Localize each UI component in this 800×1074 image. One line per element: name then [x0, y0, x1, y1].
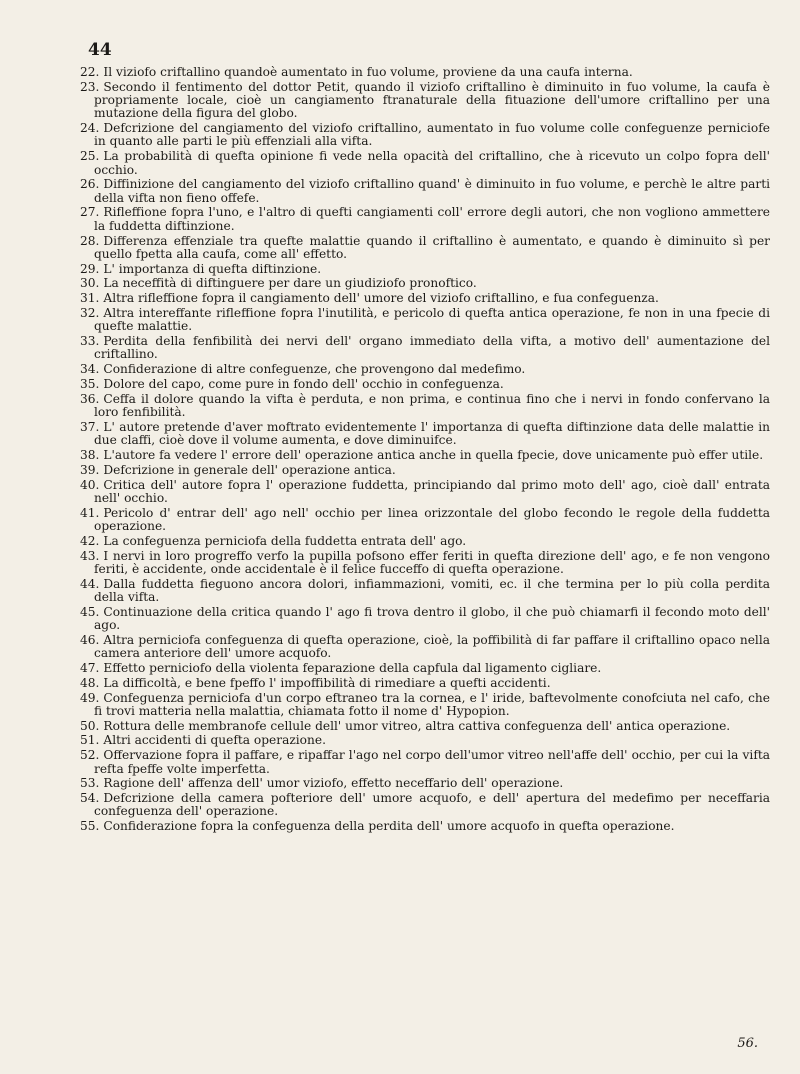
summary-entry [80, 378, 770, 391]
catchword: 56. [737, 1036, 758, 1051]
summary-entry [80, 122, 770, 149]
summary-entry [80, 363, 770, 376]
entry-text: Continuazione della critica quando l' ago fi trova dentro il globo, il che può chiamarfi il fecondo moto dell' ago. [94, 604, 770, 633]
entry-number: 54. [80, 791, 100, 806]
entry-text: Pericolo d' entrar dell' ago nell' occhio per linea orizzontale del globo fecondo le regole della fuddetta operazione. [94, 505, 770, 533]
entry-text: Perdita della fenfibilità dei nervi dell' organo immediato della vifta, a motivo dell' aumentazione del criftallino. [94, 334, 770, 362]
summary-entry [80, 749, 770, 776]
entry-text: L' autore pretende d'aver moftrato evidentemente l' importanza di quefta diftinzione data delle malattie in due claffi, cioè dove il volume aumenta, e dove diminuifce. [94, 419, 770, 448]
entry-text: Differenza effenziale tra quefte malattie quando il criftallino è aumentato, e quando è diminuito sì per quello fpetta alla caufa, come all' effetto. [94, 233, 770, 261]
summary-entry [80, 307, 770, 334]
entry-text: Confeguenza perniciofa d'un corpo eftraneo tra la cornea, e l' iride, baftevolmente conofciuta nel cafo, che fi trovi matteria nella malattia, chiamata fotto il nome d' Hypopion. [94, 690, 770, 718]
entry-text: Effetto perniciofo della violenta feparazione della capfula dal ligamento cigliare. [103, 660, 602, 675]
entry-text: Confiderazione fopra la confeguenza della perdita dell' umore acquofo in quefta operazione. [103, 819, 675, 834]
entry-number: 26. [80, 177, 100, 192]
entry-number: 33. [80, 334, 100, 349]
entry-text: Confiderazione di altre confeguenze, che provengono dal medefimo. [103, 362, 526, 377]
summary-entry [80, 606, 770, 633]
entry-text: L' importanza di quefta diftinzione. [103, 261, 322, 276]
entry-text: La neceffità di diftinguere per dare un giudiziofo pronoftico. [103, 276, 477, 291]
entry-number: 24. [80, 121, 100, 136]
entry-number: 41. [80, 505, 100, 520]
entry-number: 28. [80, 233, 100, 248]
page-number: 44 [88, 40, 112, 60]
entry-text: Dolore del capo, come pure in fondo dell' occhio in confeguenza. [103, 377, 504, 392]
entry-text: Dalla fuddetta fieguono ancora dolori, infiammazioni, vomiti, ec. il che termina per lo più colla perdita della vifta. [94, 576, 770, 604]
entry-text: Critica dell' autore fopra l' operazione fuddetta, principiando dal primo moto dell' ago, cioè dall' entrata nell' occhio. [94, 477, 770, 505]
entry-number: 23. [80, 79, 100, 94]
summary-entry [80, 734, 770, 747]
entry-text: Defcrizione del cangiamento del viziofo criftallino, aumentato in fuo volume colle confeguenze perniciofe in quanto alle parti le più effenziali alla vifta. [94, 121, 770, 149]
summary-entry [80, 81, 770, 121]
entry-number: 49. [80, 690, 100, 705]
entry-text: Rifleffione fopra l'uno, e l'altro di quefti cangiamenti coll' errore degli autori, che non vogliono ammettere la fuddetta diftinzione. [94, 205, 770, 233]
entry-number: 53. [80, 776, 100, 791]
summary-entry [80, 235, 770, 262]
entry-number: 40. [80, 477, 100, 492]
summary-entry [80, 263, 770, 276]
summary-entry [80, 634, 770, 661]
entry-text: Altra intereffante rifleffione fopra l'inutilità, e pericolo di quefta antica operazione, fe non in una fpecie di quefte malattie. [94, 306, 770, 334]
entry-number: 43. [80, 548, 100, 563]
summary-entry [80, 507, 770, 534]
entry-number: 29. [80, 261, 100, 276]
summary-entry [80, 792, 770, 819]
summary-entry [80, 720, 770, 733]
entry-text: Rottura delle membranofe cellule dell' umor vitreo, altra cattiva confeguenza dell' antica operazione. [103, 718, 731, 733]
summary-entry [80, 206, 770, 233]
entry-number: 50. [80, 718, 100, 733]
entry-number: 34. [80, 362, 100, 377]
entry-number: 30. [80, 276, 100, 291]
entry-number: 52. [80, 748, 100, 763]
entry-text: Ceffa il dolore quando la vifta è perduta, e non prima, e continua fino che i nervi in fondo confervano la loro fenfibilità. [94, 391, 770, 420]
summary-entry [80, 464, 770, 477]
entry-text: La probabilità di quefta opinione fi vede nella opacità del criftallino, che à ricevuto un colpo fopra dell' occhio. [94, 149, 770, 177]
entry-text: Offervazione fopra il paffare, e ripaffar l'ago nel corpo dell'umor vitreo nell'affe dell' occhio, per cui la vifta refta fpeffe volte imperfetta. [94, 748, 770, 776]
entry-number: 22. [80, 65, 100, 79]
entry-text: Defcrizione in generale dell' operazione antica. [103, 462, 396, 477]
entry-text: Il viziofo criftallino quandoè aumentato in fuo volume, proviene da una caufa interna. [103, 65, 633, 79]
summary-entry [80, 777, 770, 790]
entry-number: 45. [80, 604, 100, 619]
entry-text: La difficoltà, e bene fpeffo l' impoffibilità di rimediare a quefti accidenti. [103, 675, 551, 690]
entry-text: La confeguenza perniciofa della fuddetta entrata dell' ago. [103, 533, 467, 548]
summary-entry [80, 178, 770, 205]
entry-text: L'autore fa vedere l' errore dell' operazione antica anche in quella fpecie, dove unicamente può effer utile. [103, 448, 764, 463]
summary-entry [80, 421, 770, 448]
summary-entry [80, 150, 770, 177]
summary-entry [80, 677, 770, 690]
entry-text: Altri accidenti di quefta operazione. [103, 733, 326, 748]
summary-entry [80, 277, 770, 290]
entry-number: 55. [80, 819, 100, 834]
summary-list [80, 66, 770, 835]
entry-text: Altra perniciofa confeguenza di quefta operazione, cioè, la poffibilità di far paffare il criftallino opaco nella camera anteriore dell' umore acquofo. [94, 632, 770, 661]
entry-number: 32. [80, 306, 100, 321]
entry-number: 27. [80, 205, 100, 220]
entry-number: 44. [80, 576, 100, 591]
summary-entry [80, 66, 770, 79]
entry-number: 31. [80, 291, 100, 306]
entry-text: Altra rifleffione fopra il cangiamento dell' umore del viziofo criftallino, e fua confeguenza. [103, 291, 659, 306]
entry-number: 38. [80, 448, 100, 463]
entry-number: 46. [80, 632, 100, 647]
entry-number: 37. [80, 419, 100, 434]
entry-number: 36. [80, 391, 100, 406]
entry-text: I nervi in loro progreffo verfo la pupilla pofsono effer feriti in quefta direzione dell' ago, e fe non vengono feriti, è accidente, onde accidentale è il felice fucceffo di quefta operazione. [94, 548, 770, 576]
summary-entry [80, 662, 770, 675]
entry-number: 39. [80, 462, 100, 477]
summary-entry [80, 479, 770, 506]
summary-entry [80, 292, 770, 305]
summary-entry [80, 335, 770, 362]
summary-entry [80, 578, 770, 605]
entry-text: Ragione dell' affenza dell' umor viziofo, effetto neceffario dell' operazione. [103, 776, 564, 791]
entry-number: 47. [80, 660, 100, 675]
entry-text: Secondo il fentimento del dottor Petit, quando il viziofo criftallino è diminuito in fuo volume, la caufa è propriamente locale, cioè un cangiamento ftranaturale della fituazione dell'umore criftallino per una mutazione della figura del globo. [94, 79, 770, 121]
summary-entry [80, 820, 770, 833]
entry-number: 35. [80, 377, 100, 392]
summary-entry [80, 535, 770, 548]
entry-number: 51. [80, 733, 100, 748]
entry-number: 42. [80, 533, 100, 548]
summary-entry [80, 550, 770, 577]
entry-text: Defcrizione della camera pofteriore dell' umore acquofo, e dell' apertura del medefimo per neceffaria confeguenza dell' operazione. [94, 791, 770, 819]
entry-number: 25. [80, 149, 100, 164]
summary-entry [80, 393, 770, 420]
entry-text: Diffinizione del cangiamento del viziofo criftallino quand' è diminuito in fuo volume, e perchè le altre parti della vifta non fieno offefe. [94, 177, 770, 205]
entry-number: 48. [80, 675, 100, 690]
summary-entry [80, 449, 770, 462]
summary-entry [80, 692, 770, 719]
